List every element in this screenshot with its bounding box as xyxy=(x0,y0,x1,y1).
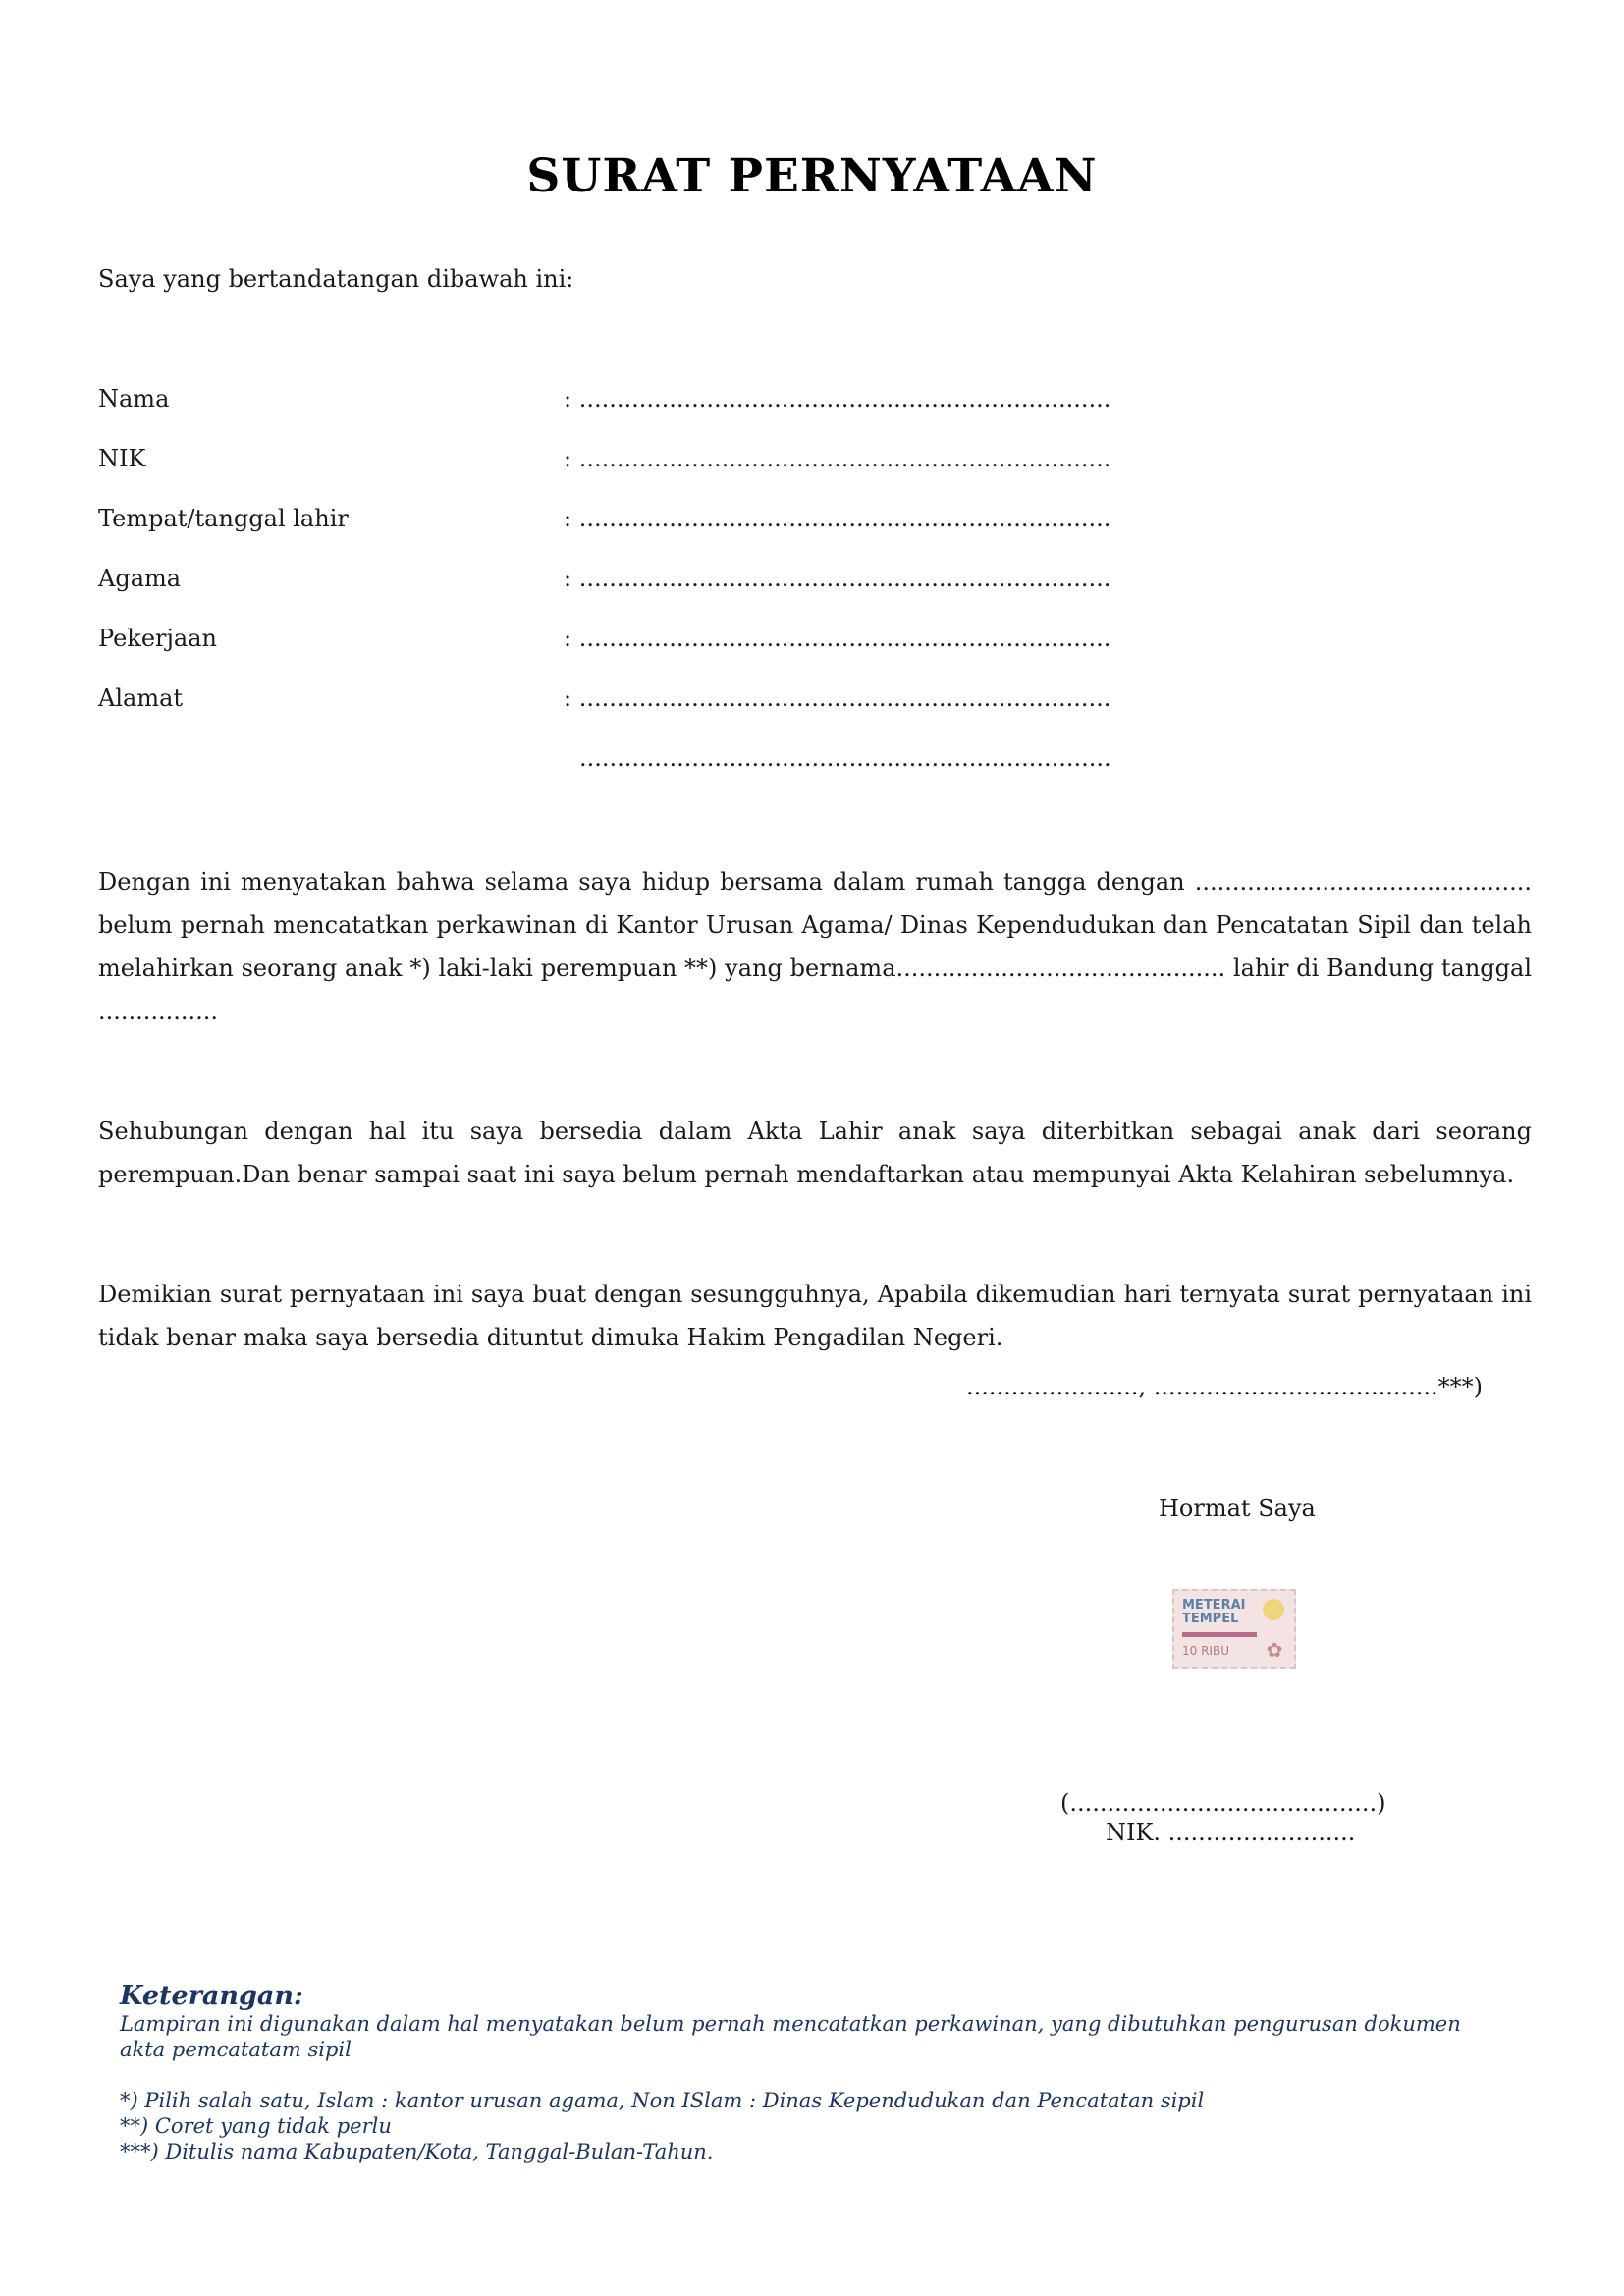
field-label: Alamat xyxy=(98,684,184,712)
notes-line: Lampiran ini digunakan dalam hal menyatakan belum pernah mencatatkan perkawinan, yang dibutuhkan pengurusan dokumen xyxy=(120,2012,1461,2036)
field-row-nama xyxy=(98,385,1178,420)
field-row-nik xyxy=(98,445,1178,480)
field-label: Agama xyxy=(98,565,182,592)
notes-spacer xyxy=(120,2062,1514,2088)
field-label: Pekerjaan xyxy=(98,625,218,652)
field-value: : ....................................................................... xyxy=(564,565,1111,592)
address-continuation: ....................................................................... xyxy=(579,744,1111,772)
notes-line: akta pemcatatam sipil xyxy=(120,2038,352,2061)
signature-line: (.........................................) xyxy=(1060,1789,1386,1817)
field-label: Nama xyxy=(98,385,170,412)
field-row-tempat-tanggal-lahir xyxy=(98,505,1178,540)
stamp-label: METERAI xyxy=(1182,1598,1246,1613)
notes-line: *) Pilih salah satu, Islam : kantor urusan agama, Non ISlam : Dinas Kependudukan dan Pencatatan sipil xyxy=(120,2089,1205,2112)
notes-section xyxy=(120,1982,1514,2164)
garuda-emblem-icon xyxy=(1263,1599,1284,1620)
notes-line: ***) Ditulis nama Kabupaten/Kota, Tanggal-Bulan-Tahun. xyxy=(120,2140,714,2163)
field-label: Tempat/tanggal lahir xyxy=(98,505,349,532)
field-label: NIK xyxy=(98,445,146,472)
notes-line: **) Coret yang tidak perlu xyxy=(120,2114,392,2138)
closing-salutation: Hormat Saya xyxy=(1159,1495,1316,1522)
notes-title: Keterangan: xyxy=(120,1981,304,2011)
intro-text: Saya yang bertandatangan dibawah ini: xyxy=(98,265,574,293)
consent-paragraph: Sehubungan dengan hal itu saya bersedia dalam Akta Lahir anak saya diterbitkan sebagai anak dari seorang perempuan.Dan benar sampai saat ini saya belum pernah mendaftarkan atau mempunyai Akta Kelahiran sebelumnya. xyxy=(98,1118,1532,1188)
field-value: : ....................................................................... xyxy=(564,505,1111,532)
flower-icon: ✿ xyxy=(1266,1638,1283,1662)
field-row-alamat xyxy=(98,684,1178,720)
statement-paragraph: Dengan ini menyatakan bahwa selama saya hidup bersama dalam rumah tangga dengan ............................................. belum pernah mencatatkan perkawinan di Kantor Urusan Agama/ Dinas Kependudukan dan Pencatatan Sipil dan telah melahirkan seorang anak *) laki-laki perempuan **) yang bernama............................................ lahir di Bandung tanggal ................ xyxy=(98,868,1532,1025)
stamp-bar xyxy=(1182,1632,1257,1637)
stamp-value: 10 RIBU xyxy=(1182,1644,1229,1658)
field-row-agama xyxy=(98,565,1178,600)
field-row-pekerjaan xyxy=(98,625,1178,660)
place-date-line: ......................., ......................................***) xyxy=(966,1373,1483,1400)
field-row-alamat-continuation xyxy=(98,744,1178,780)
signature-nik: NIK. ......................... xyxy=(1106,1819,1356,1846)
document-title: SURAT PERNYATAAN xyxy=(526,149,1098,203)
stamp-label: TEMPEL xyxy=(1182,1612,1239,1626)
field-value: : ....................................................................... xyxy=(564,385,1111,412)
field-value: : ....................................................................... xyxy=(564,625,1111,652)
closing-paragraph: Demikian surat pernyataan ini saya buat dengan sesungguhnya, Apabila dikemudian hari ternyata surat pernyataan ini tidak benar maka saya bersedia dituntut dimuka Hakim Pengadilan Negeri. xyxy=(98,1281,1532,1351)
field-value: : ....................................................................... xyxy=(564,445,1111,472)
field-value: : ....................................................................... xyxy=(564,684,1111,712)
meterai-stamp-icon xyxy=(1172,1589,1296,1669)
